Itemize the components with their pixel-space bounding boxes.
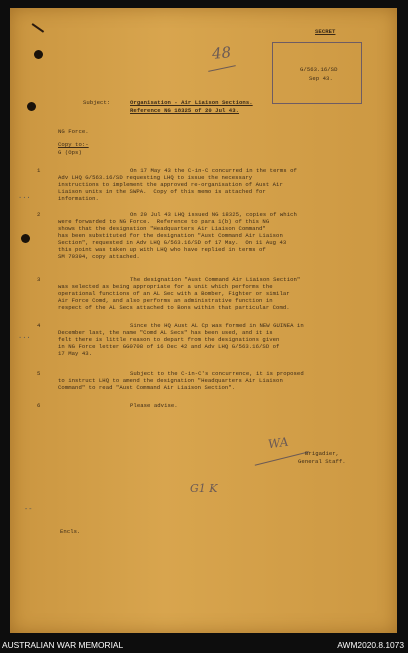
subject-label: Subject: — [83, 99, 111, 106]
file-reference: G/563.16/SD — [300, 66, 338, 73]
paragraph-line: operational functions of an AL Sec with a Bomber, Fighter or similar — [58, 290, 290, 297]
paragraph-line: Since the HQ Aust AL Cp was formed in NEW GUINEA in — [130, 322, 304, 329]
paragraph-line: Please advise. — [130, 402, 178, 409]
footer-credit: AUSTRALIAN WAR MEMORIAL — [2, 640, 124, 650]
enclosures-label: Encls. — [60, 528, 81, 535]
paragraph-line: Adv LHQ G/563.16/SD requesting LHQ to issue the necessary — [58, 174, 253, 181]
paragraph-line: The designation "Aust Command Air Liaison Section" — [130, 276, 301, 283]
handwritten-folio-number: 48 — [211, 43, 232, 63]
signature-initials: WA — [267, 434, 290, 452]
paragraph-line: respect of the AL Secs attached to Bons within that particular Comd. — [58, 304, 290, 311]
paragraph-line: to instruct LHQ to amend the designation "Headquarters Air Liaison — [58, 377, 283, 384]
handwritten-annotation: G1 K — [190, 482, 218, 495]
paragraph-number: 6 — [37, 402, 41, 409]
signatory-title: General Staff. — [298, 458, 346, 465]
paragraph-line: was selected as being appropriate for a unit which performs the — [58, 283, 273, 290]
copy-to-label: Copy to:- — [58, 141, 89, 148]
binder-clip-mark — [26, 23, 44, 41]
punch-hole-middle — [27, 102, 36, 111]
document-page — [10, 8, 397, 633]
margin-mark: ... — [18, 333, 31, 341]
document-date: Sep 43. — [309, 75, 333, 82]
paragraph-number: 5 — [37, 370, 41, 377]
paragraph-number: 1 — [37, 167, 41, 174]
paragraph-line: Section", requested in Adv LHQ G/563.16/SD of 17 May. On 11 Aug 43 — [58, 239, 287, 246]
paragraph-line: Subject to the C-in-C's concurrence, it is proposed — [130, 370, 304, 377]
registry-stamp — [272, 42, 362, 104]
paragraph-line: 17 May 43. — [58, 350, 93, 357]
margin-mark: -- — [24, 506, 33, 514]
paragraph-line: were forwarded to NG Force. Reference to para 1(b) of this NG — [58, 218, 270, 225]
paragraph-line: SM 70394, copy attached. — [58, 253, 140, 260]
subject-reference: Reference NG 18325 of 20 Jul 43. — [130, 107, 240, 114]
margin-mark: ... — [18, 193, 31, 201]
paragraph-line: December last, the name "Comd AL Secs" has been used, and it is — [58, 329, 273, 336]
paragraph-line: instructions to implement the approved re-organisation of Aust Air — [58, 181, 283, 188]
paragraph-line: On 17 May 43 the C-in-C concurred in the terms of — [130, 167, 297, 174]
signatory-rank: Brigadier, — [305, 450, 340, 457]
paragraph-number: 2 — [37, 211, 41, 218]
paragraph-line: information. — [58, 195, 99, 202]
paragraph-line: Liaison units in the SWPA. Copy of this memo is attached for — [58, 188, 266, 195]
paragraph-line: in NG Force letter GG0708 of 16 Dec 42 and Adv LHQ G/563.16/SD of — [58, 343, 280, 350]
paragraph-line: has been substituted for the designation "Aust Command Air Liaison — [58, 232, 283, 239]
paragraph-line: Air Force Comd, and also performs an administrative function in — [58, 297, 273, 304]
paragraph-line: Command" to read "Aust Command Air Liaison Section". — [58, 384, 236, 391]
addressee: NG Force. — [58, 128, 89, 135]
copy-to-item: G (Ops) — [58, 149, 82, 156]
paragraph-number: 3 — [37, 276, 41, 283]
paragraph-line: On 20 Jul 43 LHQ issued NG 18325, copies of which — [130, 211, 297, 218]
subject-title: Organisation - Air Liaison Sections. — [130, 99, 253, 106]
paragraph-line: shows that the designation "Headquarters Air Liaison Command" — [58, 225, 266, 232]
punch-hole-lower — [21, 234, 30, 243]
paragraph-line: this point was taken up with LHQ who have replied in terms of — [58, 246, 266, 253]
classification-label: SECRET — [315, 28, 336, 35]
paragraph-line: felt there is little reason to depart from the designations given — [58, 336, 280, 343]
punch-hole-top — [34, 50, 43, 59]
paragraph-number: 4 — [37, 322, 41, 329]
footer-accession-number: AWM2020.8.1073 — [337, 640, 404, 650]
folio-underline — [208, 65, 236, 72]
